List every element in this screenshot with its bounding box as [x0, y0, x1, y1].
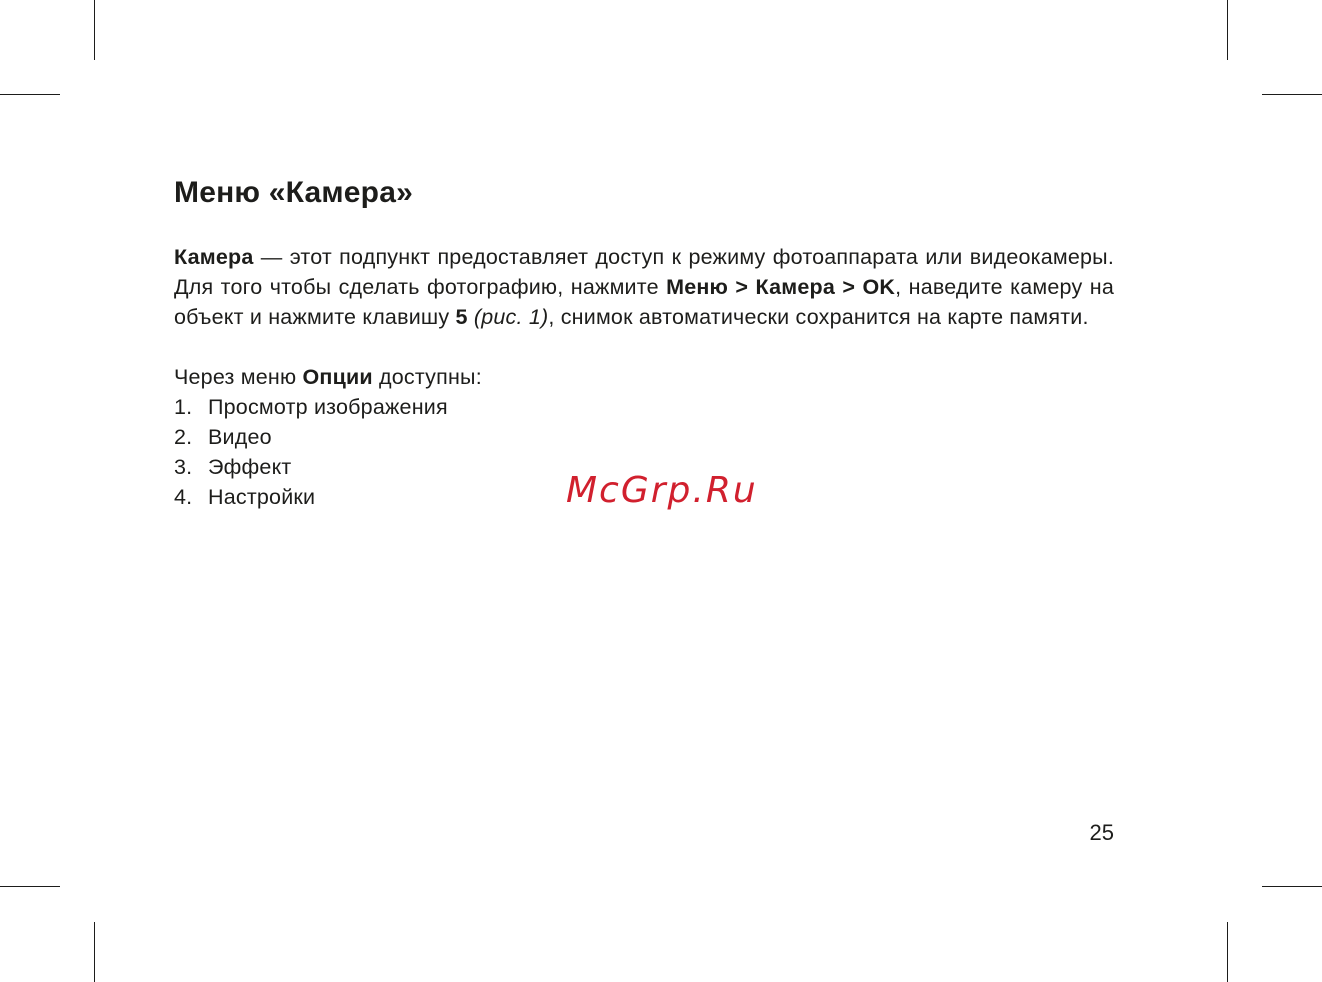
page-title: Меню «Камера» — [174, 176, 413, 209]
list-item-number: 4. — [174, 485, 193, 509]
crop-mark-bottom-right-horizontal — [1262, 886, 1322, 887]
list-item-number: 2. — [174, 425, 193, 449]
list-item — [174, 422, 1114, 452]
intro-text-2: , наведите камеру на объект и нажмите клавишу — [174, 275, 1114, 329]
menu-path: Меню > Камера > OK — [666, 275, 896, 299]
list-item-number: 3. — [174, 455, 193, 479]
list-item-label: Эффект — [208, 455, 292, 479]
intro-paragraph — [174, 242, 1114, 332]
list-item-label: Видео — [208, 425, 272, 449]
watermark: McGrp.Ru — [566, 470, 758, 511]
list-item — [174, 392, 1114, 422]
crop-mark-bottom-right-vertical — [1227, 922, 1228, 982]
key-label: 5 — [455, 305, 468, 329]
list-item-label: Настройки — [208, 485, 316, 509]
intro-text-1: — этот подпункт предоставляет доступ к режиму фотоаппарата или видеокамеры. Для того чтобы сделать фотографию, нажмите — [174, 245, 1114, 299]
options-intro — [174, 362, 1114, 392]
crop-mark-bottom-left-vertical — [94, 922, 95, 982]
crop-mark-top-left-horizontal — [0, 94, 60, 95]
options-menu-name: Опции — [302, 365, 373, 389]
list-item-number: 1. — [174, 395, 193, 419]
intro-text-4: , снимок автоматически сохранится на карте памяти. — [548, 305, 1089, 329]
page-content — [174, 170, 1114, 512]
crop-mark-top-right-horizontal — [1262, 94, 1322, 95]
figure-reference: (рис. 1) — [473, 305, 549, 329]
crop-mark-bottom-left-horizontal — [0, 886, 60, 887]
options-intro-suffix: доступны: — [372, 365, 482, 389]
options-intro-prefix: Через меню — [174, 365, 303, 389]
list-item-label: Просмотр изображения — [208, 395, 448, 419]
camera-term: Камера — [174, 245, 254, 269]
page-number: 25 — [1089, 820, 1114, 845]
crop-mark-top-right-vertical — [1227, 0, 1228, 60]
crop-mark-top-left-vertical — [94, 0, 95, 60]
